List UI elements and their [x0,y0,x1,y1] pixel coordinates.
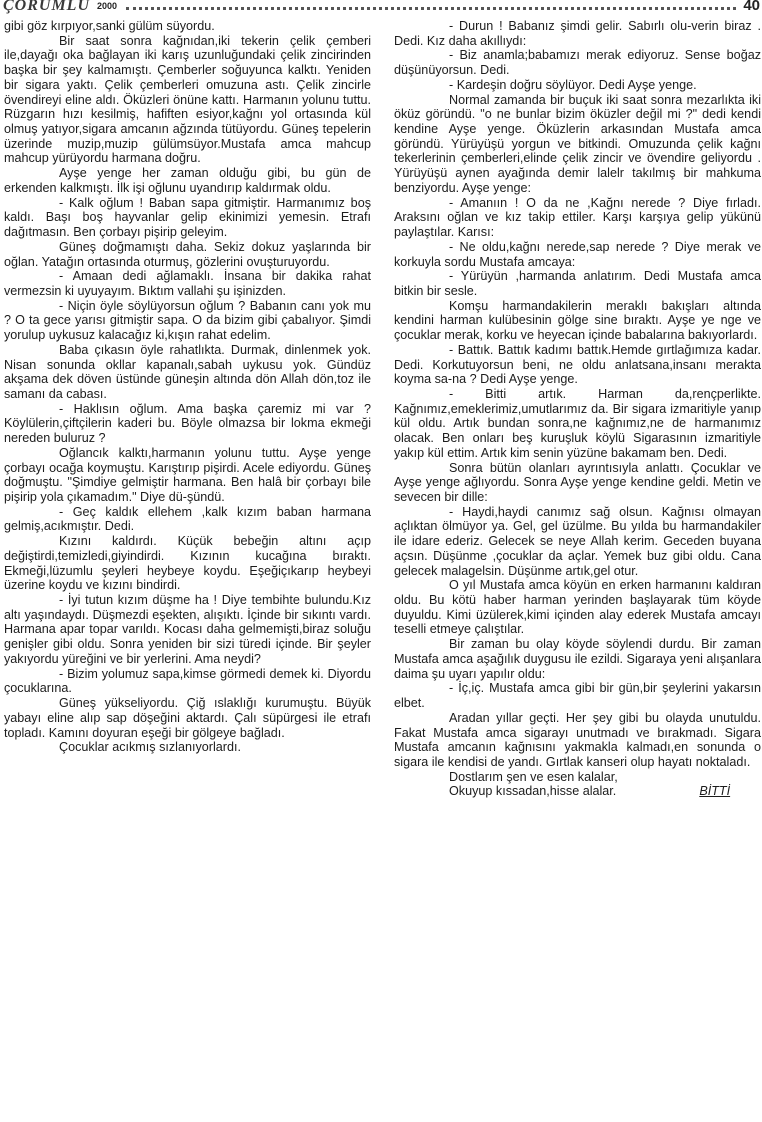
paragraph: Aradan yıllar geçti. Her şey gibi bu olayda unutuldu. Fakat Mustafa amca sigarayı unutmadı ve bırakmadı. Sigara Mustafa amcanın kağnısını yakmakla kalmadı,en sonunda o sigara ile kendisi de yandı. Gırtlak kanseri olup hayatı noktaladı. [394,710,761,769]
paragraph: - Haydi,haydi canımız sağ olsun. Kağnısı olmayan açlıktan ölmüyor ya. Gel, gel üzülme. Bu yılda bu harmandakiler ile idare ederiz. Gelecek se neye Allah kerim. Geceden buyana açsın. Düşünme ,çocuklar da açlar. Yemek buz gibi oldu. Cana gelecek malagelsin. Düşünme artık,gel otur. [394,504,761,578]
issue-year: 2000 [97,1,118,11]
paragraph: - Bizim yolumuz sapa,kimse görmedi demek ki. Diyordu çocuklarına. [4,666,371,696]
left-text-column [4,19,371,755]
paragraph: - Battık. Battık kadımı battık.Hemde gırtlağımıza kadar. Dedi. Korkutuyorsun beni, ne oldu anlatsana,insanı merakta koyma sa-na ? Dedi Ayşe yenge. [394,342,761,387]
paragraph: Normal zamanda bir buçuk iki saat sonra mezarlıkta iki öküz göründü. "o ne bunlar bizim öküzler değil mi ?" dedi kendi kendine Ayşe yenge. Öküzlerin arkasından Mustafa amca göründü. Yürüyüşü yorgun ve bitkindi. Omuzunda çelik kağnı tekerlerinin çemberleri,elinde çelik zincir ve övendire geliyordu . Yürüyüşü aynen ayağında demir lalelr takılmış bir mahkuma benziyordu. Ayşe yenge: [394,92,761,195]
paragraph: Bir zaman bu olay köyde söylendi durdu. Bir zaman Mustafa amca aşağılık duygusu ile ezildi. Sigaraya yeni alışanlara daima şu uyarı yapılır oldu: [394,637,761,681]
paragraph: Sonra bütün olanları ayrıntısıyla anlattı. Çocuklar ve Ayşe yenge ağlıyordu. Sonra Ayşe yenge kendine geldi. Metin ve sevecen bir dille: [394,460,761,504]
paragraph: Baba çıkasın öyle rahatlıkta. Durmak, dinlenmek yok. Nisan sonunda okllar kapanalı,sabah uykusu yok. Gündüz akşama dek döven üstünde güneşin altında dön Allah dön,toz ile samanı da cabası. [4,342,371,401]
paragraph: - İyi tutun kızım düşme ha ! Diye tembihte bulundu.Kız altı yaşındaydı. Düşmezdi eşekten, alışıktı. İçinde bir sıkıntı vardı. Harmana apar topar varıldı. Kocası daha gelmemişti,biraz soluğu genişler gibi oldu. Sonra yeniden bir sizi türedi içinde. Bir şeyler yakıyordu yüreğini ve bir yerlerini. Ama neydi? [4,593,371,666]
paragraph: - Durun ! Babanız şimdi gelir. Sabırlı olu-verin biraz . Dedi. Kız daha akıllıydı: [394,19,761,48]
page-number: 40 [743,0,760,14]
magazine-title: ÇORUMLU [3,0,91,14]
paragraph: Ayşe yenge her zaman olduğu gibi, bu gün de erkenden kalkmıştı. İlk işi oğlunu uyandırıp kaldırmak oldu. [4,166,371,195]
paragraph: Güneş yükseliyordu. Çiğ ıslaklığı kurumuştu. Büyük yabayı eline alıp sap döşeğini aktardı. Çalı süpürgesi ile etrafı topladı. Kamını doyuran eşeği bir gölgeye bağladı. [4,696,371,740]
paragraph: - Kalk oğlum ! Baban sapa gitmiştir. Harmanımız boş kaldı. Başı boş hayvanlar gelip ekinimizi yemesin. Etrafı dağıtmasın. Ben çorbayı pişirip geleyim. [4,195,371,240]
header-dotted-rule [126,7,736,10]
paragraph: O yıl Mustafa amca köyün en erken harmanını kaldıran oldu. Bu kötü haber harman yerinden başlayarak tüm köyde duyuldu. Kimi üzülerek,kimi içinden alay ederek Mustafa amcayı teselli etmeye çalıştılar. [394,578,761,637]
paragraph: Güneş doğmamıştı daha. Sekiz dokuz yaşlarında bir oğlan. Yatağın ortasında oturmuş, gözlerini ovuşturuyordu. [4,239,371,269]
paragraph: - Kardeşin doğru söylüyor. Dedi Ayşe yenge. [449,77,697,92]
paragraph: - Ne oldu,kağnı nerede,sap nerede ? Diye merak ve korkuyla sordu Mustafa amcaya: [394,239,761,269]
paragraph: Çocuklar acıkmış sızlanıyorlardı. [59,740,241,755]
paragraph: - Geç kaldık ellehem ,kalk kızım baban harmana gelmiş,acıkmıştır. Dedi. [4,504,371,534]
paragraph: - Amaan dedi ağlamaklı. İnsana bir dakika rahat vermezsin ki uyuyayım. Bıktım vallahi şu işinizden. [4,269,371,298]
closing-verse-text: Okuyup kıssadan,hisse alalar. [449,784,617,799]
paragraph: Bir saat sonra kağnıdan,iki tekerin çelik çemberi ile,dayağı oka bağlayan iki karış uzunluğundaki çelik zincirinden başka bir şey kalmamıştı. Çemberler soğuyunca kalktı. Yeniden bir sigara yaktı. Çelik çemberleri omuzuna astı. Çelik zincirle övendireyi eline aldı. Öküzleri önüne kattı. Harmanın yolunu tuttu. Rüzgarın hızı kesilmiş, hafiften esiyor,kağnı yol ortasında kül olmuş yatıyor,sigara amcanın ağzında tütüyordu. Güneş tepelerin üzerinde muzip,muzip gülümsüyor.Mustafa amca mahcup mahcup yürüyordu harmana doğru. [4,33,371,166]
paragraph: - Haklısın oğlum. Ama başka çaremiz mi var ? Köylülerin,çiftçilerin kaderi bu. Böyle olmazsa bir lokma ekmeği nereden buluruz ? [4,401,371,446]
paragraph: - Yürüyün ,harmanda anlatırım. Dedi Mustafa amca bitkin bir sesle. [394,269,761,298]
paragraph: - Amanıın ! O da ne ,Kağnı nerede ? Diye fırladı. Araksını oğlan ve kız takip ettiler. Karşı karşıya gelip yükünü paylaştılar. Karısı: [394,195,761,240]
right-text-column [394,19,761,799]
paragraph: Oğlancık kalktı,harmanın yolunu tuttu. Ayşe yenge çorbayı ocağa koymuştu. Karıştırıp pişirdi. Acele ediyordu. Güneş doğmuştu. "Şimdiye gelmiştir harmana. Ben halâ bir çorbayı bile pişirip yola çıkamadım." Diye dü-şündü. [4,445,371,504]
paragraph: - Bitti artık. Harman da,rençperlikte. Kağnımız,emeklerimiz,umutlarımız da. Bir sigara izmaritiyle yanıp kül oldu. Artık bundan sonra,ne kağnımız,ne de harmanımız olacak. Ben onları beş kuruşluk köylü Sigarasının izmaritiyle yakıp kül ettim. Artık kim senin yüzüne bakamam ben. Dedi. [394,386,761,460]
closing-verse-line [394,784,761,799]
paragraph: gibi göz kırpıyor,sanki gülüm süyordu. [4,19,215,33]
paragraph: - Niçin öyle söylüyorsun oğlum ? Babanın canı yok mu ? O ta gece yarısı gitmiştir sapa. O da bizim gibi çabalıyor. Şimdi yorulup uykusuz kalacağız ki,kışın rahat edelim. [4,298,371,343]
end-mark: BİTTİ [699,784,731,799]
paragraph: Kızını kaldırdı. Küçük bebeğin altını açıp değiştirdi,temizledi,giyindirdi. Kızının kucağına bıraktı. Ekmeği,lüzumlu şeyleri heybeye koydu. Eşeğiçıkarıp heybeyi üzerine koydu ve kızını bindirdi. [4,534,371,593]
closing-verse-line: Dostlarım şen ve esen kalalar, [449,769,618,784]
paragraph: - Biz anamla;babamızı merak ediyoruz. Sense boğaz düşünüyorsun. Dedi. [394,48,761,78]
page-header [0,0,762,16]
paragraph: Komşu harmandakilerin meraklı bakışları altında kendini harman kulübesinin gölge sine bıraktı. Ayşe ye nge ve çocuklar merak, korku ve heyecan içinde babalarına bakıyorlardı. [394,298,761,343]
paragraph: - İç,iç. Mustafa amca gibi bir gün,bir şeylerini yakarsın elbet. [394,681,761,711]
